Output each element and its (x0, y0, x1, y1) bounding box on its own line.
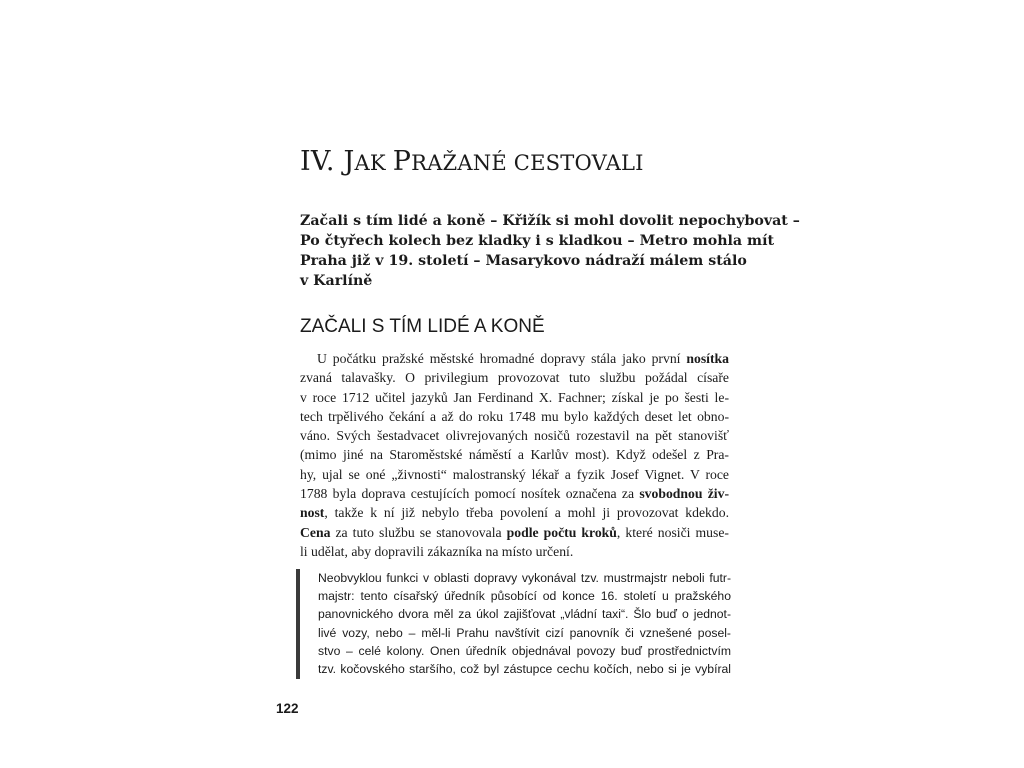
bold-term: svobodnou živ- (639, 486, 730, 502)
body-line (300, 445, 729, 464)
text-run: 1788 byla doprava cestujících pomocí nosítek označena za (300, 486, 640, 502)
bold-term: nosítka (686, 351, 729, 366)
text-run: , takže k ní již nebylo třeba povolení a mohl ji provozovat kdekdo. (324, 505, 729, 521)
title-part: AK (354, 150, 393, 175)
text-run: hy, ujal se oné „živnosti“ malostranský lékař a fyzik Josef Vignet. V roce (300, 466, 729, 482)
summary-line: v Karlíně (300, 273, 373, 289)
text-run: U počátku pražské městské hromadné dopravy stála jako první (317, 351, 687, 366)
sidebar-line: Neobvyklou funkci v oblasti dopravy vykonával tzv. mustrmajstr neboli futr- (318, 571, 731, 585)
text-run: váno. Svých šestadvacet olivrejovaných nosičů rozestavil na pět stanovišť (300, 428, 729, 444)
text-run: li udělat, aby dopravili zákazníka na místo určení. (300, 543, 574, 559)
body-line (300, 368, 729, 387)
section-heading: ZAČALI S TÍM LIDÉ A KONĚ (300, 316, 545, 337)
sidebar-line: stvo – celé kolony. Onen úředník objednával povozy buď prostřednictvím (318, 643, 731, 658)
title-part: P (392, 146, 412, 177)
bold-term: podle počtu kroků (506, 524, 617, 540)
sidebar-line: majstr: tento císařský úředník působící od konce 16. století u pražského (318, 589, 731, 604)
body-line (300, 542, 729, 561)
title-part: J (343, 146, 355, 177)
chapter-summary (300, 211, 800, 291)
sidebar-box (296, 569, 733, 679)
text-run: (mimo jiné na Staroměstské náměstí a Karlův most). Když odešel z Pra- (300, 447, 729, 463)
body-line (300, 388, 729, 407)
page-number: 122 (276, 701, 299, 716)
text-run: za tuto službu se stanovovala (330, 524, 507, 540)
summary-line: Po čtyřech kolech bez kladky i s kladkou – Metro mohla mít (300, 233, 775, 249)
body-line (300, 407, 729, 426)
chapter-numeral: IV. (300, 146, 335, 177)
summary-line: Praha již v 19. století – Masarykovo nádraží málem stálo (300, 253, 747, 269)
text-run: v roce 1712 učitel jazyků Jan Ferdinand X. Fachner; získal je po šesti le- (300, 389, 729, 405)
bold-term: Cena (300, 524, 331, 540)
body-line (300, 465, 729, 484)
sidebar-line: tzv. kočovského staršího, což byl zástupce cechu kočích, nebo si je vybíral (318, 661, 731, 676)
sidebar-text (318, 569, 731, 678)
bold-term: nost (300, 505, 325, 521)
text-run: tech trpělivého čekání a až do roku 1748 mu bylo každých deset let obno- (300, 408, 729, 424)
sidebar-line: livé vozy, nebo – měl-li Prahu navštívit cizí panovník či vznešené posel- (318, 625, 731, 640)
body-line (300, 503, 729, 522)
text-run: zvaná talavašky. O privilegium provozovat tuto službu požádal císaře (300, 370, 729, 386)
sidebar-line: panovnického dvora měl za úkol zajišťovat „vládní taxi“. Šlo buď o jednot- (318, 607, 731, 622)
body-paragraph (300, 349, 729, 561)
title-part: RAŽANÉ CESTOVALI (411, 150, 644, 175)
body-line (300, 426, 729, 445)
text-run: , které nosiči muse- (616, 524, 729, 540)
chapter-title-text (343, 146, 643, 177)
body-line (300, 484, 729, 503)
summary-line: Začali s tím lidé a koně – Křižík si mohl dovolit nepochybovat – (300, 213, 800, 229)
chapter-title (300, 146, 644, 177)
body-line (300, 523, 729, 542)
body-line (300, 349, 729, 368)
